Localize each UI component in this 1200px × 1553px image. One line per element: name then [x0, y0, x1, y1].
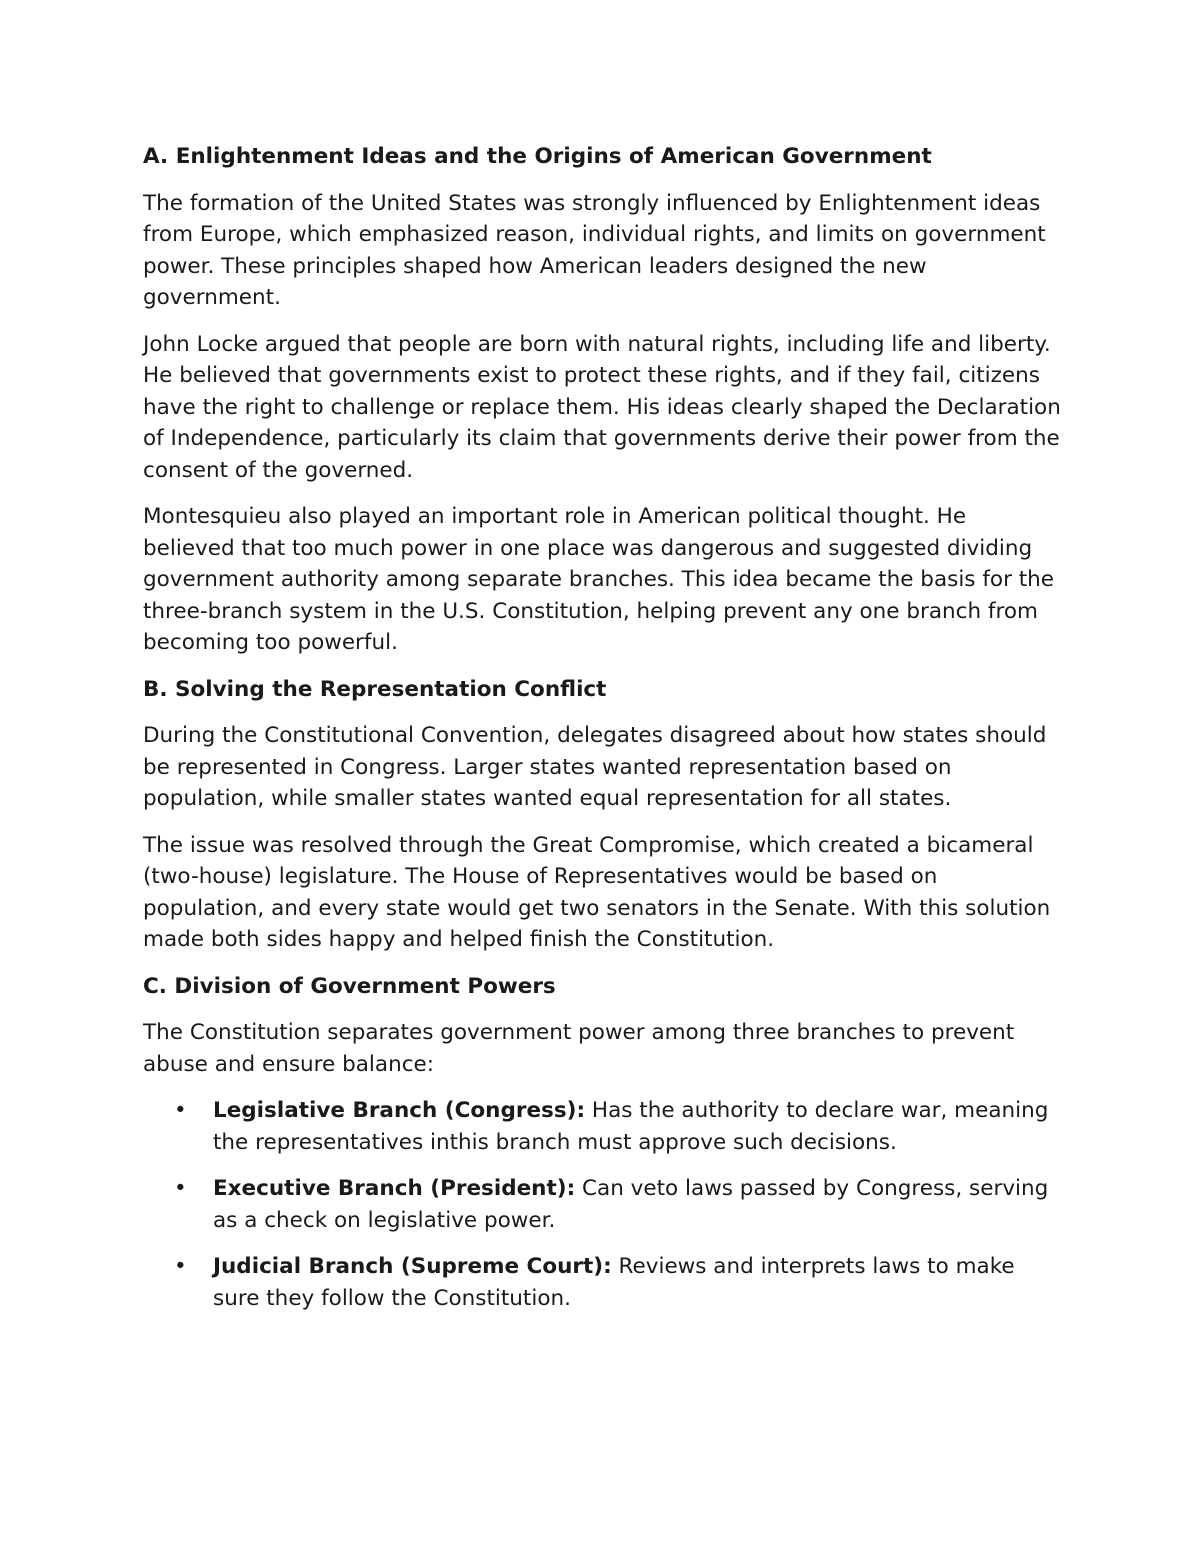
section-a-paragraph-2: John Locke argued that people are born with natural rights, including life and liberty. He believed that governments exist to protect these rights, and if they fail, citizens have the right to challenge or replace them. His ideas clearly shaped the Declaration of Independence, particularly its claim that governments derive their power from the consent of the governed.: [143, 331, 1061, 483]
branch-term: Executive Branch (President):: [213, 1176, 576, 1201]
branch-term: Legislative Branch (Congress):: [213, 1098, 586, 1123]
section-c-paragraph-1: The Constitution separates government power among three branches to prevent abuse and ensure balance:: [143, 1020, 1015, 1077]
bullet-icon: •: [174, 1098, 187, 1123]
branches-list: [143, 1095, 1063, 1314]
section-c-heading: C. Division of Government Powers: [143, 973, 556, 999]
document-page: [143, 141, 1063, 1329]
branch-description: Can veto laws passed by Congress, serving as a check on legislative power.: [213, 1176, 1049, 1233]
section-a-paragraph-1: The formation of the United States was strongly influenced by Enlightenment ideas from Europe, which emphasized reason, individual rights, and limits on government power. These principles shaped how American leaders designed the new government.: [143, 190, 1046, 310]
branch-description: Reviews and interprets laws to make sure they follow the Constitution.: [213, 1254, 1015, 1311]
section-a-heading: A. Enlightenment Ideas and the Origins of American Government: [143, 144, 932, 169]
section-b-paragraph-2: The issue was resolved through the Great Compromise, which created a bicameral (two-house) legislature. The House of Representatives would be based on population, and every state would get two senators in the Senate. With this solution made both sides happy and helped finish the Constitution.: [143, 832, 1051, 952]
list-item-judicial: [143, 1251, 1063, 1314]
list-item-executive: [143, 1173, 1063, 1236]
branch-description: Has the authority to declare war, meaning the representatives inthis branch must approve such decisions.: [213, 1098, 1049, 1155]
bullet-icon: •: [174, 1176, 187, 1201]
bullet-icon: •: [174, 1254, 187, 1279]
section-b-paragraph-1: During the Constitutional Convention, delegates disagreed about how states should be represented in Congress. Larger states wanted representation based on population, while smaller states wanted equal representation for all states.: [143, 723, 1047, 811]
branch-term: Judicial Branch (Supreme Court):: [213, 1254, 612, 1279]
list-item-legislative: [143, 1095, 1063, 1158]
section-b-heading: B. Solving the Representation Conflict: [143, 676, 607, 702]
section-a-paragraph-3: Montesquieu also played an important role in American political thought. He believed that too much power in one place was dangerous and suggested dividing government authority among separate branches. This idea became the basis for the three-branch system in the U.S. Constitution, helping prevent any one branch from becoming too powerful.: [143, 504, 1055, 655]
